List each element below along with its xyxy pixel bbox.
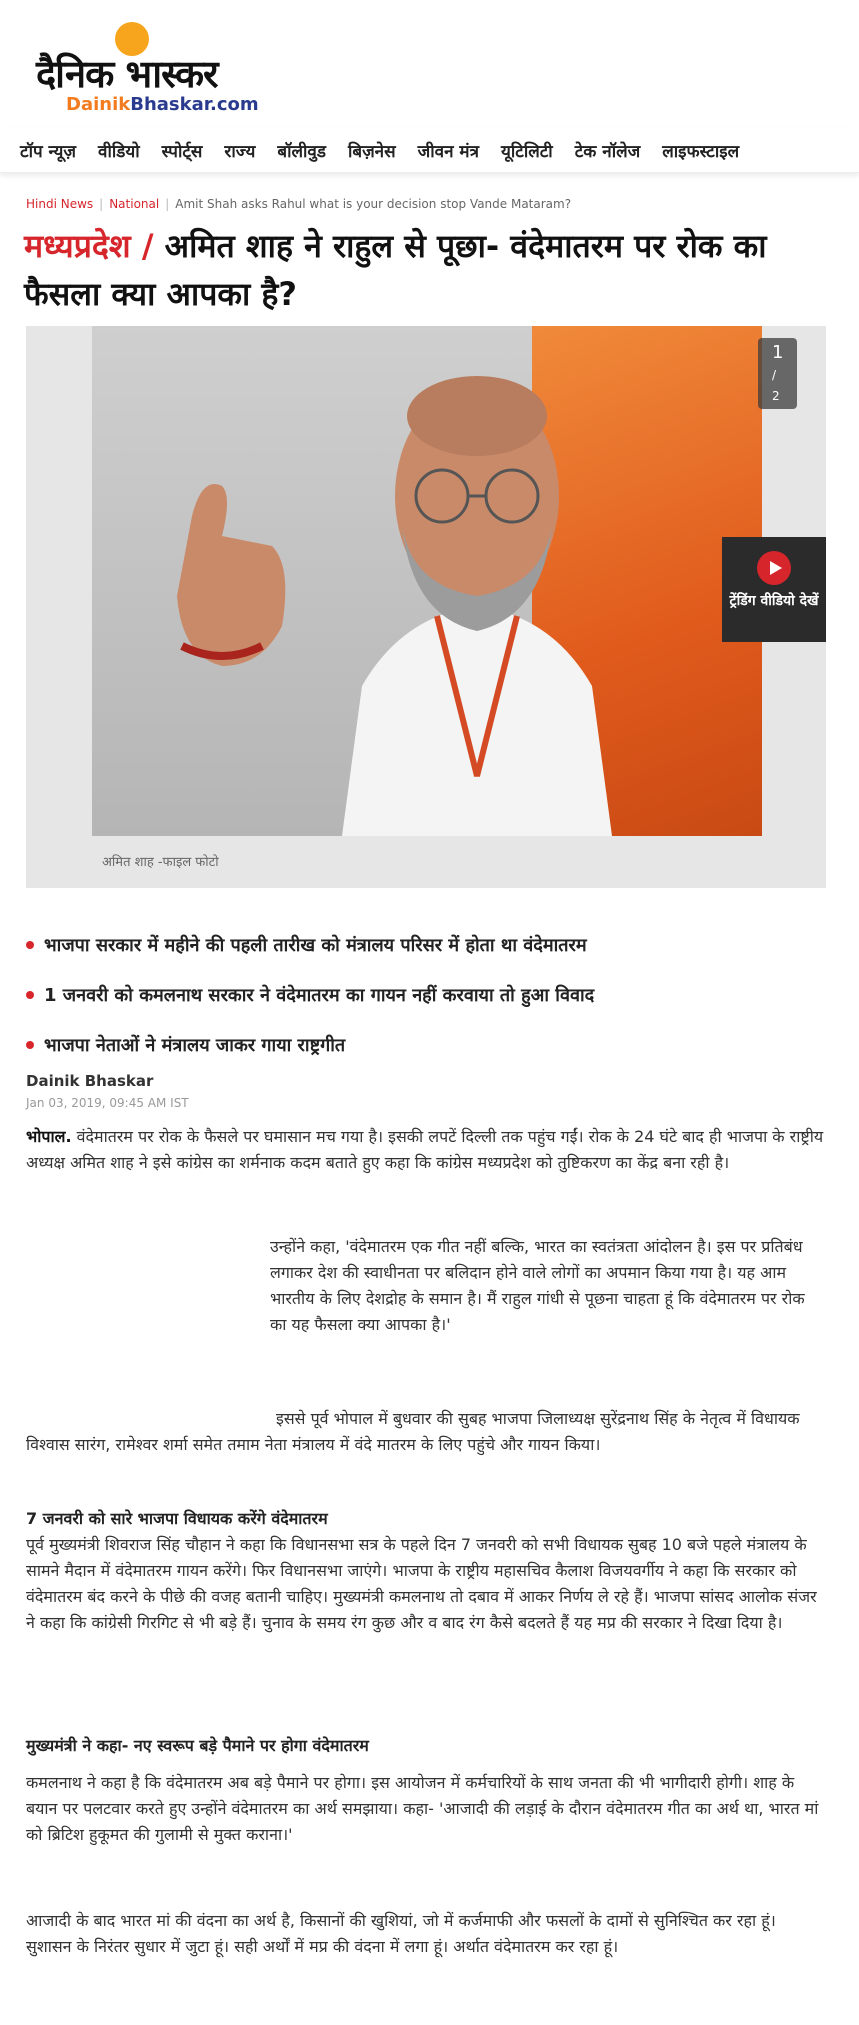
article-paragraph: इससे पूर्व भोपाल में बुधवार की सुबह भाजपा जिलाध्यक्ष सुरेंद्रनाथ सिंह के नेतृत्व में विधायक विश्वास सारंग, रामेश्वर शर्मा समेत तमाम नेता मंत्रालय में वंदे मातरम के लिए पहुंचे और गायन किया। <box>26 1409 800 1454</box>
headline-state[interactable]: मध्यप्रदेश / <box>24 227 154 265</box>
article-paragraph: आजादी के बाद भारत मां की वंदना का अर्थ है, किसानों की खुशियां, जो में कर्जमाफी और फसलों के दामों से सुनिश्चित कर रहा हूं। सुशासन के निरंतर सुधार में जुटा हूं। सही अर्थों में मप्र की वंदना में लगा हूं। अर्थात वंदेमातरम कर रहा हूं। <box>26 1911 776 1956</box>
breadcrumb-hindi-news[interactable]: Hindi News <box>26 197 94 211</box>
photo-counter: 1 / 2 <box>758 338 797 409</box>
page-title <box>24 222 824 318</box>
publish-date: Jan 03, 2019, 09:45 AM IST <box>26 1096 189 1110</box>
list-item: भाजपा नेताओं ने मंत्रालय जाकर गाया राष्ट्रगीत <box>26 1020 826 1070</box>
play-icon <box>757 551 791 585</box>
article-quote: उन्होंने कहा, 'वंदेमातरम एक गीत नहीं बल्कि, भारत का स्वतंत्रता आंदोलन है। इस पर प्रतिबंध लगाकर देश की स्वाधीनता पर बलिदान होने वाले लोगों का अपमान किया गया है। यह आम भारतीय के लिए देशद्रोह के समान है। मैं राहुल गांधी से पूछना चाहता हूं कि वंदेमातरम पर रोक का यह फैसला क्या आपका है।' <box>270 1237 805 1334</box>
hand-illustration <box>162 476 302 696</box>
article-paragraph: कमलनाथ ने कहा है कि वंदेमातरम अब बड़े पैमाने पर होगा। इस आयोजन में कर्मचारियों के साथ जनता की भी भागीदारी होगी। शाह के बयान पर पलटवार करते हुए उन्होंने वंदेमातरम का अर्थ समझाया। कहा- 'आजादी की लड़ाई के दौरान वंदेमातरम गीत का अर्थ था, भारत मां को ब्रिटिश हुकूमत की गुलामी से मुक्त कराना।' <box>26 1773 819 1844</box>
trending-video-button[interactable]: ट्रेंडिंग वीडियो देखें <box>722 537 826 642</box>
person-illustration <box>342 356 612 836</box>
nav-item[interactable]: यूटिलिटी <box>500 141 553 162</box>
nav-item[interactable]: बॉलीवुड <box>277 141 326 162</box>
bullet-dot-icon <box>26 941 34 949</box>
photo-gallery <box>26 326 826 888</box>
article-subheading: 7 जनवरी को सारे भाजपा विधायक करेंगे वंदेमातरम <box>26 1509 328 1528</box>
breadcrumb: Hindi News | National | Amit Shah asks Rahul what is your decision stop Vande Mataram? <box>26 197 572 211</box>
nav-item[interactable]: वीडियो <box>98 141 140 162</box>
nav-item[interactable]: राज्य <box>224 141 256 162</box>
author-name: Dainik Bhaskar <box>26 1072 154 1090</box>
nav-item[interactable]: बिज़नेस <box>347 141 396 162</box>
main-nav <box>0 128 859 173</box>
breadcrumb-national[interactable]: National <box>109 197 160 211</box>
article-subheading: मुख्यमंत्री ने कहा- नए स्वरूप बड़े पैमाने पर होगा वंदेमातरम <box>26 1736 369 1755</box>
headline-text: अमित शाह ने राहुल से पूछा- वंदेमातरम पर रोक का फैसला क्या आपका है? <box>24 227 767 313</box>
highlights-list <box>26 920 826 1070</box>
photo-caption: अमित शाह -फाइल फोटो <box>102 855 219 870</box>
list-item: भाजपा सरकार में महीने की पहली तारीख को मंत्रालय परिसर में होता था वंदेमातरम <box>26 920 826 970</box>
nav-item[interactable]: जीवन मंत्र <box>417 141 479 162</box>
logo-brand-text: दैनिक भास्कर <box>36 52 218 96</box>
nav-item[interactable]: टॉप न्यूज़ <box>20 141 77 162</box>
nav-item[interactable]: टेक नॉलेज <box>574 141 641 162</box>
list-item: 1 जनवरी को कमलनाथ सरकार ने वंदेमातरम का गायन नहीं करवाया तो हुआ विवाद <box>26 970 826 1020</box>
nav-item[interactable]: स्पोर्ट्स <box>161 141 203 162</box>
article-paragraph: भोपाल. वंदेमातरम पर रोक के फैसले पर घमासान मच गया है। इसकी लपटें दिल्ली तक पहुंच गईं। रोक के 24 घंटे बाद ही भाजपा के राष्ट्रीय अध्यक्ष अमित शाह ने इसे कांग्रेस का शर्मनाक कदम बताते हुए कहा कि कांग्रेस मध्यप्रदेश को तुष्टिकरण का केंद्र बना रही है। <box>26 1127 824 1172</box>
site-logo[interactable] <box>36 22 259 117</box>
article-paragraph: पूर्व मुख्यमंत्री शिवराज सिंह चौहान ने कहा कि विधानसभा सत्र के पहले दिन 7 जनवरी को सभी विधायक सुबह 10 बजे पहले मंत्रालय के सामने मैदान में वंदेमातरम गायन करेंगे। फिर विधानसभा जाएंगे। भाजपा के राष्ट्रीय महासचिव कैलाश विजयवर्गीय ने कहा कि सरकार को वंदेमातरम बंद करने के पीछे की वजह बतानी चाहिए। मुख्यमंत्री कमलनाथ तो दबाव में आकर निर्णय ले रहे हैं। भाजपा सांसद आलोक संजर ने कहा कि कांग्रेसी गिरगिट से भी बड़े हैं। चुनाव के समय रंग कुछ और व बाद रंग कैसे बदलते हैं यह मप्र की सरकार ने दिखा दिया है। <box>26 1535 817 1632</box>
nav-item[interactable]: लाइफस्टाइल <box>662 141 740 162</box>
breadcrumb-current: Amit Shah asks Rahul what is your decision stop Vande Mataram? <box>175 197 572 211</box>
bullet-dot-icon <box>26 991 34 999</box>
bullet-dot-icon <box>26 1041 34 1049</box>
logo-sun-icon <box>115 22 149 56</box>
logo-domain: DainikBhaskar.com <box>66 94 259 115</box>
